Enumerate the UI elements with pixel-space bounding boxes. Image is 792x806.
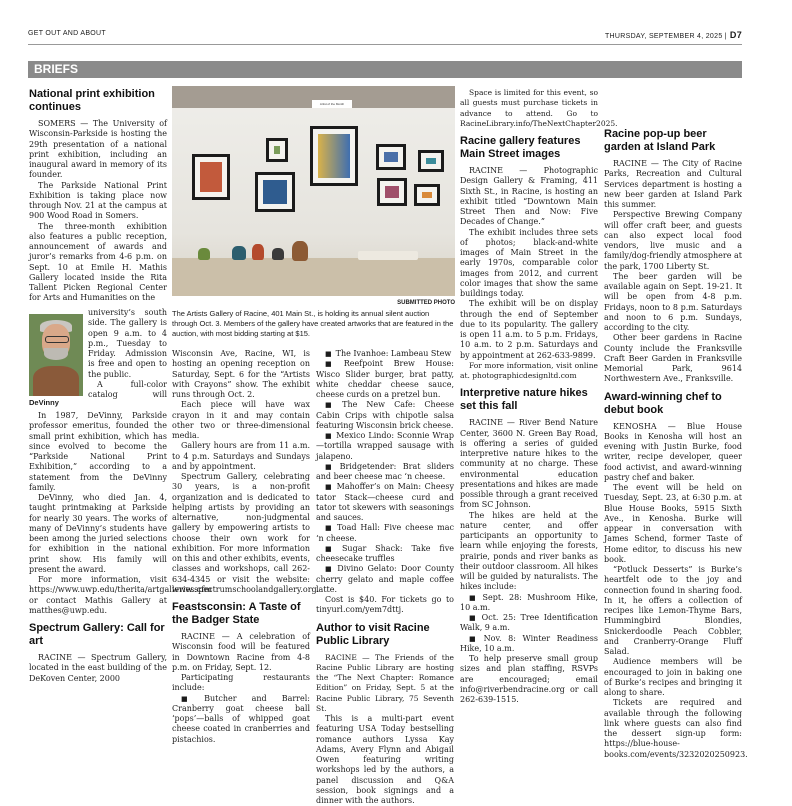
list-item: ■ Butcher and Barrel: Cranberry goat cheese ball ‘pops’—balls of whipped goat cheese coated in cranberries and pistachios. bbox=[172, 694, 310, 745]
paragraph: SOMERS — The University of Wisconsin-Parkside is hosting the 29th presentation of a national print exhibition, including an inaugural award in memory of its founder. bbox=[29, 119, 167, 180]
column-5 bbox=[604, 128, 748, 760]
list-item: ■ Reefpoint Brew House: Wisco Slider burger, brat patty, white cheddar cheese sauce, cheese curds on a pretzel bun. bbox=[316, 359, 454, 400]
headline-spectrum: Spectrum Gallery: Call for art bbox=[29, 622, 165, 647]
paragraph: The beer garden will be available again on Sept. 19-21. It will be open from 4-8 p.m. Fridays, noon to 8 p.m. Saturdays and noon to 6 p.m. Sundays, according to the city. bbox=[604, 271, 742, 332]
devinny-photo bbox=[29, 314, 83, 396]
headline-chef: Award-winning chef to debut book bbox=[604, 390, 722, 416]
paragraph: RACINE — Spectrum Gallery, located in the east building of the DeKoven Center, 2000 bbox=[29, 653, 167, 683]
headline-author: Author to visit Racine Public Library bbox=[316, 621, 430, 647]
paragraph: The exhibit will be on display through the end of September due to its popularity. The gallery is open 11 a.m. to 5 p.m. Fridays, 10 a.m. to 2 p.m. Saturdays and by appointment at 262-633-9899. bbox=[460, 299, 598, 360]
dateline bbox=[605, 30, 742, 40]
paragraph: RACINE — The Friends of the Racine Public Library are hosting the “The Next Chapter: Romance Edition” on Friday, Sept. 5 at the Racine Public Library, 75 Seventh St. bbox=[316, 652, 454, 713]
paragraph: For more information, visit online at. photographicdesignltd.com bbox=[460, 360, 598, 380]
paragraph: This is a multi-part event featuring USA Today bestselling romance authors Lyssa Kay Adams, Avery Flynn and Abigail Owen featuring writing workshops led by the authors, a panel discussion and Q&A session, book signings and a dinner with the authors. bbox=[316, 714, 454, 805]
paragraph: KENOSHA — Blue House Books in Kenosha will host an evening with Justin Burke, food writer, recipe developer, queer food activist, and award-winning pastry chef and baker. bbox=[604, 421, 742, 482]
paragraph: Each piece will have wax crayon in it and may contain other two or three-dimensional media. bbox=[172, 400, 310, 440]
briefs-banner: BRIEFS bbox=[28, 61, 742, 78]
paragraph: Cost is $40. For tickets go to tinyurl.com/yem7dttj. bbox=[316, 595, 454, 615]
paragraph: Space is limited for this event, so all guests must purchase tickets in advance to attend. Go to RacineLibrary.info/TheNextChapter2025. bbox=[460, 88, 618, 128]
page-number: D7 bbox=[729, 30, 742, 40]
headline-national-print: National print exhibition continues bbox=[29, 88, 155, 113]
paragraph: university’s south side. The gallery is open 9 a.m. to 4 p.m., Tuesday to Friday. Admission is free and open to the public. bbox=[88, 308, 167, 379]
section-label: GET OUT AND ABOUT bbox=[28, 30, 106, 37]
paragraph: Participating restaurants include: bbox=[172, 673, 310, 693]
paragraph: Audience members will be encouraged to join in baking one of Burke’s recipes and bringing it along to share. bbox=[604, 657, 742, 697]
paragraph: “Potluck Desserts” is Burke’s heartfelt ode to the joy and connection found in sharing food. In it, he offers a collection of recipes like Lemon-Thyme Bars, Hummingbird Blondies, Snickerdoodle Peach Cobbler, and Cranberry-Orange Fluff Salad. bbox=[604, 565, 742, 656]
paragraph: RACINE — A celebration of Wisconsin food will be featured in Downtown Racine from 4-8 p.m. on Friday, Sept. 12. bbox=[172, 632, 310, 672]
photo-sign: Artist of the Month bbox=[312, 100, 352, 108]
list-item: ■ Divino Gelato: Door County cherry gelato and maple coffee latte. bbox=[316, 564, 454, 595]
list-item: ■ Sugar Shack: Take five cheesecake truffles bbox=[316, 544, 454, 565]
list-item: ■ Bridgetender: Brat sliders and beer cheese mac ‘n cheese. bbox=[316, 462, 454, 483]
date-text: THURSDAY, SEPTEMBER 4, 2025 | bbox=[604, 33, 727, 40]
mugshot-name: DeVinny bbox=[29, 398, 59, 407]
paragraph: Wisconsin Ave, Racine, WI, is hosting an opening reception on Saturday, Sept. 6 for the “Artists with Crayons” show. The exhibit runs through Oct. 2. bbox=[172, 349, 310, 399]
column-4 bbox=[460, 88, 618, 705]
paragraph: Other beer gardens in Racine County include the Franksville Craft Beer Garden in Franksville Memorial Park, 9614 Northwestern Ave., Franksville. bbox=[604, 333, 742, 384]
list-item: ■ Oct. 25: Tree Identification Walk, 9 a.m. bbox=[460, 613, 598, 634]
header-rule bbox=[28, 44, 742, 45]
list-item: ■ The Ivanhoe: Lambeau Stew bbox=[316, 349, 454, 359]
list-item: ■ Mexico Lindo: Sconnie Wrap—tortilla wrapped sausage with jalapeno. bbox=[316, 431, 454, 462]
paragraph: The exhibit includes three sets of photos; black-and-white images of Main Street in the early 1970s, comparable color images from 2012, and current color images that show the same buildings today. bbox=[460, 227, 598, 298]
column-3 bbox=[316, 349, 454, 806]
paragraph: Spectrum Gallery, celebrating 30 years, is a non-profit organization and is dedicated to helping artists by providing an alternative, non-judgmental gallery by empowering artists to choose their own work for exhibition. For more information on this and other exhibits, events, classes and workshops, call 262-634-4345 or visit the website: www.spectrumschoolandgallery.org. bbox=[172, 472, 320, 594]
column-2 bbox=[172, 349, 320, 745]
list-item: ■ Mahoffer’s on Main: Cheesy tator Stack—cheese curd and tator tot skewers with seasonings and sauces. bbox=[316, 482, 454, 523]
paragraph: RACINE — The City of Racine Parks, Recreation and Cultural Services department is hosting a new beer garden at Island Park this summer. bbox=[604, 159, 742, 209]
paragraph: Tickets are required and available through the following link where guests can also find the dessert sign-up form: https://blue-house-books.com/events/3232020250923. bbox=[604, 698, 748, 759]
paragraph: RACINE — Photographic Design Gallery & Framing, 411 Sixth St., in Racine, is hosting an exhibit titled “Downtown Main Street Then and Now: Five Decades of Change.” bbox=[460, 166, 598, 227]
column-1-wrap bbox=[88, 308, 167, 400]
headline-hikes: Interpretive nature hikes set this fall bbox=[460, 387, 588, 413]
headline-racine-gallery: Racine gallery features Main Street images bbox=[460, 135, 581, 160]
headline-feastsconsin: Feastsconsin: A Taste of the Badger State bbox=[172, 601, 301, 626]
paragraph: A full-color catalog will bbox=[88, 379, 167, 399]
photo-caption: The Artists Gallery of Racine, 401 Main St., is holding its annual silent auction through Oct. 3. Members of the gallery have created artworks that are featured in the auction, with most bidding starting at $15. bbox=[172, 309, 454, 338]
list-item: ■ Nov. 8: Winter Readiness Hike, 10 a.m. bbox=[460, 634, 598, 655]
paragraph: Gallery hours are from 11 a.m. to 4 p.m. Saturdays and Sundays and by appointment. bbox=[172, 441, 310, 471]
paragraph: For more information, visit https://www.uwp.edu/therita/artgalleries.cfm or contact Mathis Gallery at matthes@uwp.edu. bbox=[29, 575, 212, 615]
paragraph: RACINE — River Bend Nature Center, 3600 N. Green Bay Road, is offering a series of guided interpretive nature hikes to the community at no charge. These environmental education presentations and hikes are made possible through a grant received from SC Johnson. bbox=[460, 418, 598, 510]
headline-beer-garden: Racine pop-up beer garden at Island Park bbox=[604, 128, 716, 153]
paragraph: The event will be held on Tuesday, Sept. 23, at 6:30 p.m. at Blue House Books, 5915 Sixth Ave., in Kenosha. Burke will appear in conversation with James Schend, former Taste of Home editor, to discuss his new book. bbox=[604, 483, 742, 564]
list-item: ■ The New Cafe: Cheese Cabin Crips with chipotle salsa featuring Wisconsin brick cheese. bbox=[316, 400, 454, 431]
paragraph: In 1987, DeVinny, Parkside professor emeritus, founded the small print exhibition, which has since evolved to become the “Parkside National Print Exhibition,” according to a statement from the DeVinny family. bbox=[29, 411, 167, 492]
page-header bbox=[28, 30, 742, 42]
list-item: ■ Toad Hall: Five cheese mac ‘n cheese. bbox=[316, 523, 454, 544]
paragraph: Perspective Brewing Company will offer craft beer, and guests can also expect local food vendors, live music and a family/dog-friendly atmosphere at the park, 1700 Liberty St. bbox=[604, 210, 742, 271]
list-item: ■ Sept. 28: Mushroom Hike, 10 a.m. bbox=[460, 593, 598, 614]
paragraph: The hikes are held at the nature center, and offer participants an opportunity to learn while enjoying the forests, prairie, ponds and river banks as their outdoor classroom. All hikes will be guided by naturalists. The hikes include: bbox=[460, 510, 598, 592]
column-1-lower bbox=[29, 411, 212, 684]
column-1 bbox=[29, 88, 167, 304]
paragraph: DeVinny, who died Jan. 4, taught printmaking at Parkside for nearly 30 years. The works of many of DeVinny’s students have been among the juried selections for exhibition in the national print show. His family will present the award. bbox=[29, 493, 167, 574]
paragraph: The Parkside National Print Exhibition is taking place now through Nov. 21 at the campus at 900 Wood Road in Somers. bbox=[29, 180, 167, 221]
gallery-photo bbox=[172, 86, 455, 296]
photo-credit: SUBMITTED PHOTO bbox=[397, 300, 455, 306]
paragraph: To help preserve small group sizes and plan staffing, RSVPs are encouraged; email info@riverbendracine.org or call 262-639-1515. bbox=[460, 654, 598, 704]
paragraph: The three-month exhibition also features a public reception, announcement of awards and juror’s remarks from 4-6 p.m. on Sept. 10 at Emile H. Mathis Gallery located inside the Rita Tallent Picken Regional Center for Arts and Humanities on the bbox=[29, 221, 167, 303]
